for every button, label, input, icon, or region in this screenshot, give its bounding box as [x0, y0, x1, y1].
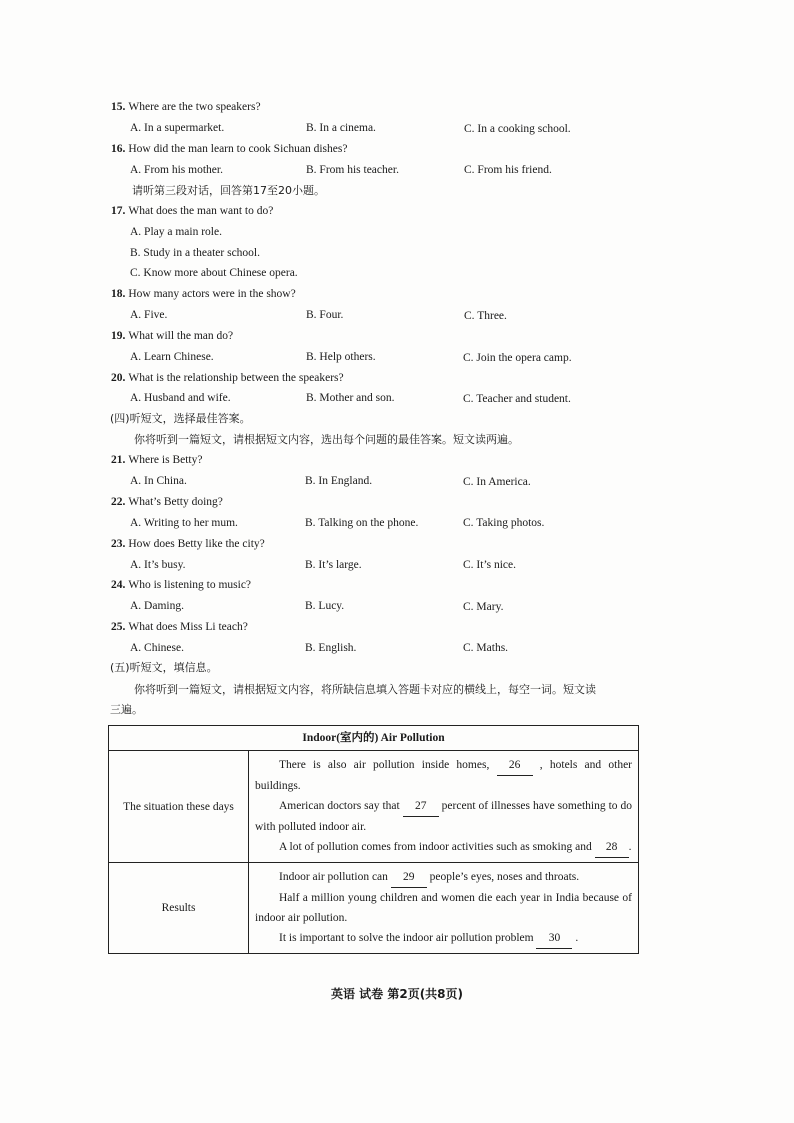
blank-26[interactable]: 26 [497, 755, 533, 776]
option-23b: B. It’s large. [305, 559, 362, 571]
section5-instruction-line1: 你将听到一篇短文，请根据短文内容，将所缺信息填入答题卡对应的横线上，每空一词。短文读 [134, 683, 596, 696]
question-24: 24. Who is listening to music? [111, 579, 252, 591]
option-21a: A. In China. [130, 475, 187, 487]
option-25b: B. English. [305, 642, 357, 654]
option-22c: C. Taking photos. [463, 517, 545, 529]
option-19a: A. Learn Chinese. [130, 351, 214, 363]
option-24b: B. Lucy. [305, 600, 345, 612]
blank-28[interactable]: 28 [595, 837, 629, 858]
option-21c: C. In America. [463, 476, 531, 488]
question-16: 16. How did the man learn to cook Sichuan dishes? [111, 143, 348, 155]
option-22b: B. Talking on the phone. [305, 517, 419, 529]
question-17: 17. What does the man want to do? [111, 205, 274, 217]
option-25c: C. Maths. [463, 642, 509, 654]
info-table [108, 725, 639, 954]
sentence-homes: There is also air pollution inside homes, 26 , hotels and other buildings. [255, 755, 632, 796]
question-20: 20. What is the relationship between the speakers? [111, 372, 344, 384]
sentence-activities: A lot of pollution comes from indoor activities such as smoking and 28 . [255, 837, 632, 858]
option-22a: A. Writing to her mum. [130, 517, 238, 529]
blank-29[interactable]: 29 [391, 867, 427, 888]
option-15b: B. In a cinema. [306, 122, 376, 134]
question-21: 21. Where is Betty? [111, 454, 203, 466]
sentence-eyes: Indoor air pollution can 29 people’s eyes, noses and throats. [255, 867, 632, 888]
option-17c: C. Know more about Chinese opera. [130, 267, 298, 279]
option-23a: A. It’s busy. [130, 559, 186, 571]
question-18: 18. How many actors were in the show? [111, 288, 296, 300]
sentence-doctors: American doctors say that 27 percent of illnesses have something to do with polluted indoor air. [255, 796, 632, 837]
question-25: 25. What does Miss Li teach? [111, 621, 248, 633]
row-content-situation [249, 751, 639, 863]
sentence-india: Half a million young children and women die each year in India because of indoor air pollution. [255, 892, 632, 924]
option-16a: A. From his mother. [130, 164, 223, 176]
sentence-solve: It is important to solve the indoor air pollution problem 30 . [255, 928, 632, 949]
option-16b: B. From his teacher. [306, 164, 399, 176]
row-content-results [249, 863, 639, 954]
question-15: 15. Where are the two speakers? [111, 101, 261, 113]
option-24c: C. Mary. [463, 601, 504, 613]
option-17b: B. Study in a theater school. [130, 247, 260, 259]
option-20b: B. Mother and son. [306, 392, 395, 404]
option-16c: C. From his friend. [464, 164, 552, 176]
option-23c: C. It’s nice. [463, 559, 517, 571]
option-17a: A. Play a main role. [130, 226, 222, 238]
section5-instruction-line2: 三遍。 [110, 703, 143, 716]
row-label-results: Results [109, 863, 249, 954]
question-23: 23. How does Betty like the city? [111, 538, 265, 550]
row-label-situation: The situation these days [109, 751, 249, 863]
option-18a: A. Five. [130, 309, 168, 321]
option-15a: A. In a supermarket. [130, 122, 225, 134]
section3-instruction: 请听第三段对话，回答第17至20小题。 [132, 184, 325, 197]
section4-heading: (四)听短文，选择最佳答案。 [110, 412, 251, 425]
option-25a: A. Chinese. [130, 642, 184, 654]
option-19b: B. Help others. [306, 351, 376, 363]
option-18b: B. Four. [306, 309, 344, 321]
option-19c: C. Join the opera camp. [463, 352, 572, 364]
option-20c: C. Teacher and student. [463, 393, 571, 405]
table-title: Indoor(室内的) Air Pollution [109, 726, 639, 751]
option-20a: A. Husband and wife. [130, 392, 231, 404]
question-19: 19. What will the man do? [111, 330, 234, 342]
question-22: 22. What’s Betty doing? [111, 496, 223, 508]
option-15c: C. In a cooking school. [464, 123, 571, 135]
option-24a: A. Daming. [130, 600, 184, 612]
blank-27[interactable]: 27 [403, 796, 439, 817]
blank-30[interactable]: 30 [536, 928, 572, 949]
section4-instruction: 你将听到一篇短文，请根据短文内容，选出每个问题的最佳答案。短文读两遍。 [134, 433, 519, 446]
page-footer: 英语 试卷 第2页(共8页) [330, 987, 464, 1001]
section5-heading: (五)听短文，填信息。 [110, 661, 218, 674]
option-21b: B. In England. [305, 475, 373, 487]
option-18c: C. Three. [464, 310, 507, 322]
